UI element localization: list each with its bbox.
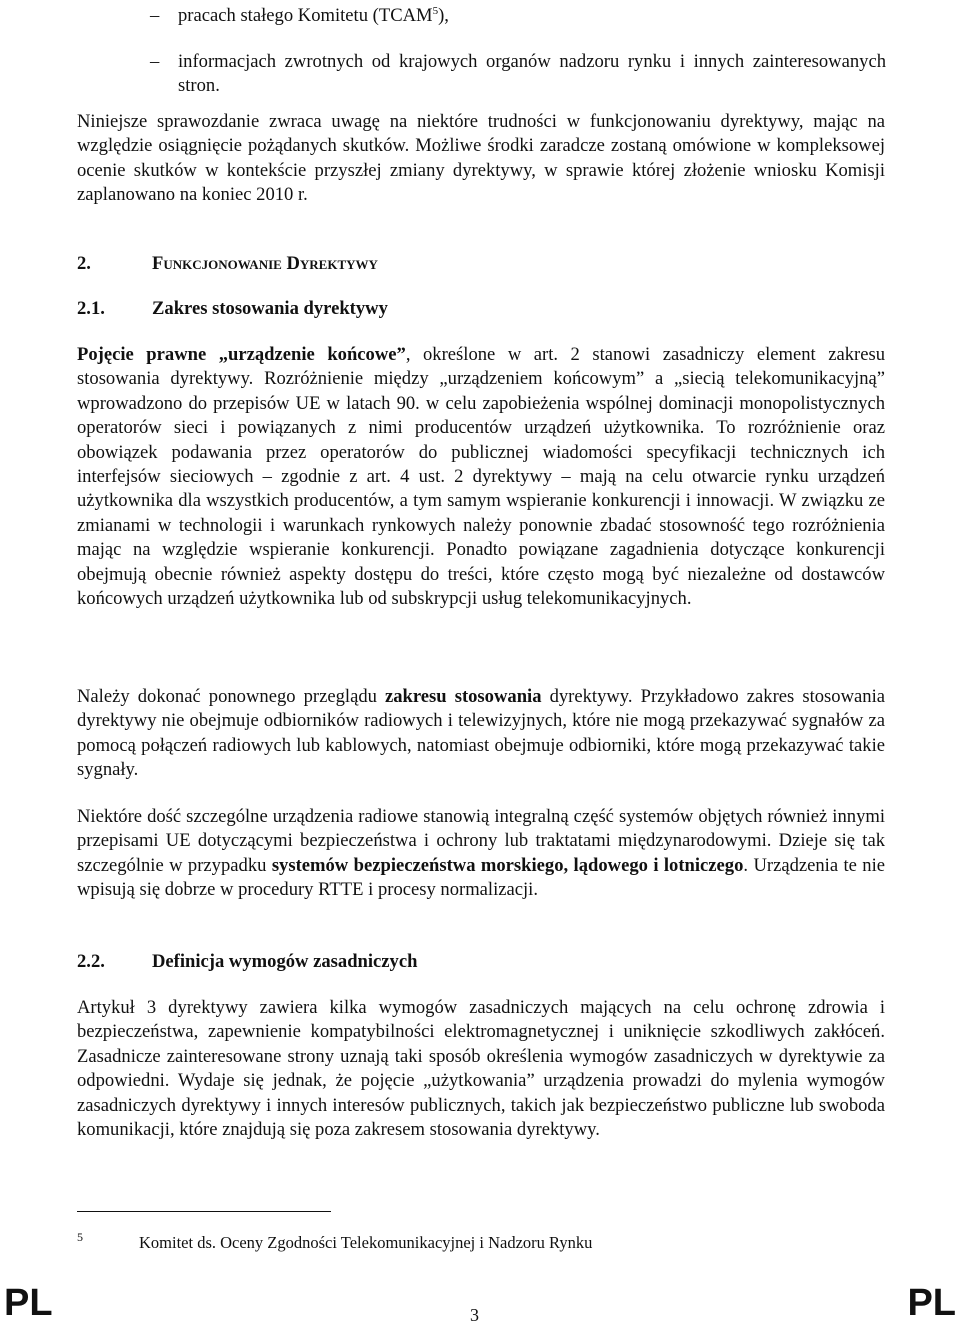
footnote-number: 5	[77, 1230, 83, 1244]
article3-paragraph: Artykuł 3 dyrektywy zawiera kilka wymogów zasadniczych mających na celu ochronę zdrowia i bezpieczeństwa, zapewnienie kompatybilności elektromagnetycznej i uniknięcie szkodliwych zakłóceń. Zasadnicze zainteresowane strony uznają taki sposób określenia wymogów zasadniczych w dyrektywie za odpowiedni. Wydaje się jednak, że pojęcie „użytkowania” urządzenia prowadzi do mylenia wymogów zasadniczych dyrektywy i innych interesów publicznych, takich jak bezpieczeństwo publiczne lub swoboda komunikacji, które znajdują się poza zakresem stosowania dyrektywy.	[77, 997, 885, 1141]
review-paragraph: Należy dokonać ponownego przeglądu zakresu stosowania dyrektywy. Przykładowo zakres stosowania dyrektywy nie obejmuje odbiorników radiowych i telewizyjnych, które nie mogą przekazywać sygnałów za pomocą połączeń radiowych lub kablowych, natomiast obejmuje odbiorniki, które mogą przekazywać takie sygnały.	[77, 686, 885, 781]
footnote-separator	[77, 1211, 331, 1212]
section-number: 2.	[77, 253, 91, 274]
bullet-dash: –	[150, 51, 160, 72]
subsection-title: Zakres stosowania dyrektywy	[152, 298, 388, 319]
subsection-number: 2.2.	[77, 951, 105, 972]
language-code-left: PL	[4, 1282, 53, 1324]
special-equipment-paragraph: Niektóre dość szczególne urządzenia radiowe stanowią integralną część systemów objętych również innymi przepisami UE dotyczącymi bezpieczeństwa i ochrony lub traktatami międzynarodowymi. Dzieje się tak szczególnie w przypadku systemów bezpieczeństwa morskiego, lądowego i lotniczego. Urządzenia te nie wpisują się dobrze w procedury RTTE i procesy normalizacji.	[77, 806, 886, 901]
bullet-item	[150, 4, 886, 28]
subsection-title: Definicja wymogów zasadniczych	[152, 951, 418, 972]
scope-paragraph: Pojęcie prawne „urządzenie końcowe”, określone w art. 2 stanowi zasadniczy element zakresu stosowania dyrektywy. Rozróżnienie między „urządzeniem końcowym” a „siecią telekomunikacyjną” wprowadzono do przepisów UE w latach 90. w celu zapobieżenia wspólnej dominacji monopolistycznych operatorów sieci i powiązanych z nimi producentów urządzeń użytkownika. To rozróżnienie oraz obowiązek podawania przez operatorów do publicznej wiadomości specyfikacji technicznych ich interfejsów sieciowych – zgodnie z art. 4 ust. 2 dyrektywy – mają na celu otwarcie rynku urządzeń użytkownika dla wszystkich producentów, a tym samym wspieranie konkurencji i innowacji. W związku ze zmianami w technologii i warunkach rynkowych należy ponownie zbadać stosowność tego rozróżnienia mając na względzie wspieranie konkurencji. Ponadto powiązane zagadnienia dotyczące konkurencji obejmują obecnie również aspekty dostępu do treści, które często mogą być niezależne od dostawców końcowych urządzeń użytkownika lub od subskrypcji usług telekomunikacyjnych.	[77, 344, 885, 610]
language-code-right: PL	[907, 1282, 956, 1324]
section-title: Funkcjonowanie Dyrektywy	[152, 253, 378, 274]
bullet-text: pracach stałego Komitetu (TCAM$^5$),	[178, 4, 449, 26]
subsection-number: 2.1.	[77, 298, 105, 319]
page-number: 3	[470, 1305, 479, 1325]
bullet-dash: –	[150, 5, 160, 26]
intro-paragraph: Niniejsze sprawozdanie zwraca uwagę na niektóre trudności w funkcjonowaniu dyrektywy, mając na względzie osiągnięcie pożądanych skutków. Możliwe środki zaradcze zostaną omówione w kompleksowej ocenie skutków w kontekście przyszłej zmiany dyrektywy, w sprawie której złożenie wniosku Komisji zaplanowano na koniec 2010 r.	[77, 111, 885, 206]
footnote-text: Komitet ds. Oceny Zgodności Telekomunikacyjnej i Nadzoru Rynku	[139, 1233, 593, 1252]
bullet-text: informacjach zwrotnych od krajowych organów nadzoru rynku i innych zainteresowanych stron.	[178, 51, 886, 97]
bullet-item	[150, 50, 886, 99]
footnote-ref[interactable]: 5	[432, 4, 439, 17]
